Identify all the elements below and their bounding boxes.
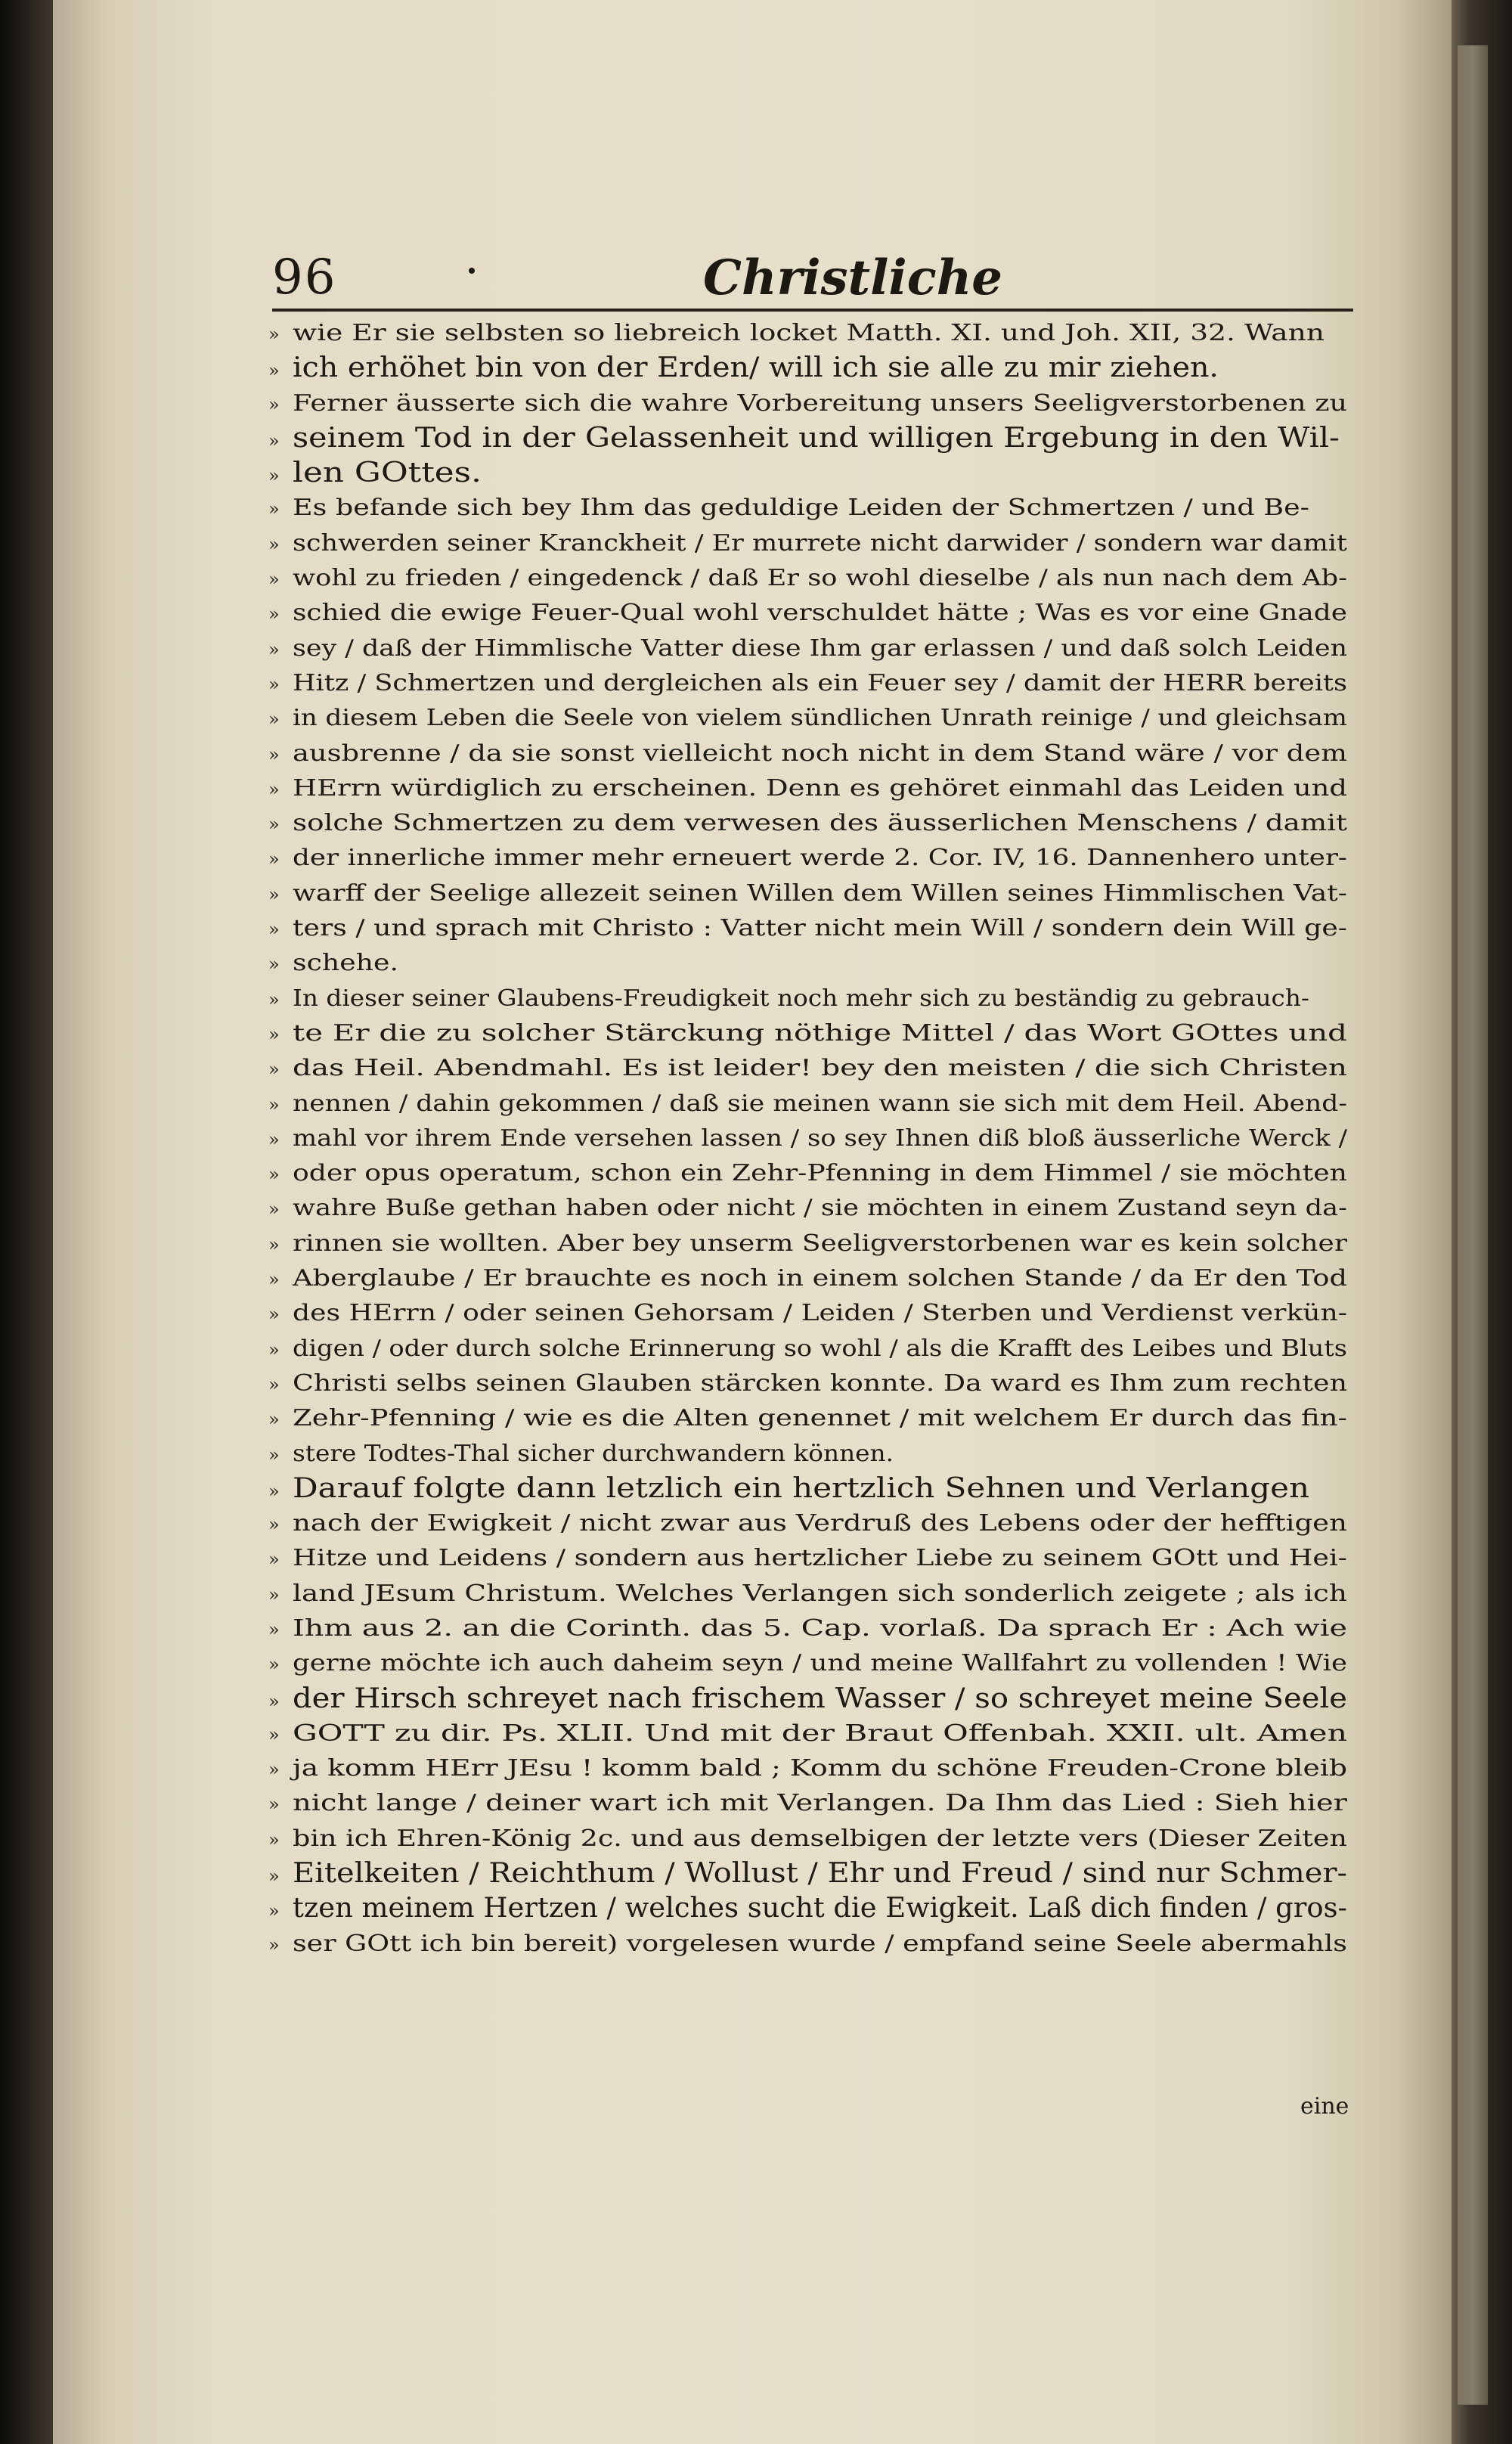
text-line [268, 911, 1357, 946]
quote-mark: » [268, 1654, 280, 1676]
line-text: der innerliche immer mehr erneuert werde 2. Cor. IV, 16. Dannenhero unter- [293, 845, 1347, 872]
line-text: digen / oder durch solche Erinnerung so wohl / als die Krafft des Leibes und Bluts [293, 1335, 1347, 1362]
facing-page-edge [1458, 45, 1488, 2405]
quote-mark: » [268, 1444, 280, 1465]
quote-mark: » [268, 848, 280, 870]
line-text: GOTT zu dir. Ps. XLII. Und mit der Braut Offenbah. XXII. ult. Amen [293, 1720, 1347, 1747]
quote-mark: » [268, 1723, 280, 1745]
line-text: Ihm aus 2. an die Corinth. das 5. Cap. vorlaß. Da sprach Er : Ach wie [293, 1614, 1347, 1642]
quote-mark: » [268, 1409, 280, 1431]
text-line [268, 1577, 1357, 1611]
text-line [268, 1296, 1357, 1331]
header-rule [272, 309, 1353, 312]
line-text: Zehr-Pfenning / wie es die Alten genennet / mit welchem Er durch das fin- [293, 1405, 1347, 1432]
quote-mark: » [268, 1199, 280, 1220]
body-text [268, 316, 1357, 1962]
line-text: stere Todtes-Thal sicher durchwandern können. [293, 1440, 894, 1467]
quote-mark: » [268, 1690, 280, 1712]
line-text: Ferner äusserte sich die wahre Vorbereitung unsers Seeligverstorbenen zu [293, 389, 1347, 417]
quote-mark: » [268, 778, 280, 800]
text-line [268, 1261, 1357, 1296]
quote-mark: » [268, 743, 280, 765]
page-number: 96 [272, 250, 337, 306]
quote-mark: » [268, 1164, 280, 1186]
line-text: te Er die zu solcher Stärckung nöthige Mittel / das Wort GOttes und [293, 1019, 1347, 1047]
line-text: warff der Seelige allezeit seinen Willen dem Willen seines Himmlischen Vat- [293, 879, 1347, 907]
quote-mark: » [268, 1549, 280, 1571]
line-text: schehe. [293, 950, 398, 977]
running-head: Christliche [703, 250, 1002, 306]
text-line [268, 351, 1357, 386]
quote-mark: » [268, 1023, 280, 1045]
quote-mark: » [268, 709, 280, 730]
text-line [268, 1751, 1357, 1786]
quote-mark: » [268, 1618, 280, 1640]
line-text: ausbrenne / da sie sonst vielleicht noch nicht in dem Stand wäre / vor dem [293, 740, 1347, 767]
line-text: ser GOtt ich bin bereit) vorgelesen wurde / empfand seine Seele abermahls [293, 1930, 1347, 1957]
line-text: Christi selbs seinen Glauben stärcken konnte. Da ward es Ihm zum rechten [293, 1369, 1347, 1397]
line-text: nach der Ewigkeit / nicht zwar aus Verdruß des Lebens oder der hefftigen [293, 1510, 1347, 1537]
quote-mark: » [268, 1934, 280, 1956]
line-text: mahl vor ihrem Ende versehen lassen / so sey Ihnen diß bloß äusserliche Werck / [293, 1124, 1347, 1152]
header-dot [469, 268, 475, 274]
line-text: der Hirsch schreyet nach frischem Wasser / so schreyet meine Seele [293, 1683, 1347, 1714]
line-text: land JEsum Christum. Welches Verlangen sich sonderlich zeigete ; als ich [293, 1580, 1347, 1607]
quote-mark: » [268, 638, 280, 660]
text-line [268, 1051, 1357, 1086]
quote-mark: » [268, 1128, 280, 1150]
text-line [268, 1786, 1357, 1821]
line-text: HErrn würdiglich zu erscheinen. Denn es gehöret einmahl das Leiden und [293, 774, 1347, 802]
text-line [268, 596, 1357, 631]
quote-mark: » [268, 430, 280, 451]
text-line [268, 456, 1357, 491]
text-line [268, 1156, 1357, 1191]
text-line [268, 561, 1357, 596]
text-line [268, 1366, 1357, 1401]
text-line [268, 946, 1357, 981]
line-text: In dieser seiner Glaubens-Freudigkeit noch mehr sich zu beständig zu gebrauch- [293, 985, 1309, 1012]
quote-mark: » [268, 673, 280, 695]
quote-mark: » [268, 533, 280, 555]
text-line [268, 1611, 1357, 1646]
quote-mark: » [268, 465, 280, 487]
line-text: schwerden seiner Kranckheit / Er murrete nicht darwider / sondern war damit [293, 529, 1347, 557]
line-text: Aberglaube / Er brauchte es noch in einem solchen Stande / da Er den Tod [293, 1265, 1347, 1292]
line-text: ters / und sprach mit Christo : Vatter nicht mein Will / sondern dein Will ge- [293, 915, 1347, 942]
line-text: seinem Tod in der Gelassenheit und willigen Ergebung in den Wil- [293, 422, 1340, 454]
text-line [268, 1332, 1357, 1366]
quote-mark: » [268, 1269, 280, 1291]
text-line [268, 1401, 1357, 1436]
quote-mark: » [268, 603, 280, 625]
line-text: ja komm HErr JEsu ! komm bald ; Komm du schöne Freuden-Crone bleib [293, 1755, 1347, 1782]
line-text: nennen / dahin gekommen / daß sie meinen wann sie sich mit dem Heil. Abend- [293, 1090, 1347, 1117]
text-line [268, 1717, 1357, 1751]
text-line [268, 1822, 1357, 1856]
book-left-edge [0, 0, 53, 2444]
quote-mark: » [268, 1304, 280, 1326]
text-line [268, 841, 1357, 876]
line-text: sey / daß der Himmlische Vatter diese Ihm gar erlassen / und daß solch Leiden [293, 634, 1347, 662]
quote-mark: » [268, 393, 280, 415]
quote-mark: » [268, 1794, 280, 1816]
line-text: ich erhöhet bin von der Erden/ will ich sie alle zu mir ziehen. [293, 352, 1219, 384]
line-text: gerne möchte ich auch daheim seyn / und meine Wallfahrt zu vollenden ! Wie [293, 1650, 1347, 1677]
quote-mark: » [268, 1373, 280, 1395]
line-text: wie Er sie selbsten so liebreich locket Matth. XI. und Joh. XII, 32. Wann [293, 320, 1325, 346]
text-line [268, 1437, 1357, 1472]
text-line [268, 982, 1357, 1016]
line-text: wohl zu frieden / eingedenck / daß Er so wohl dieselbe / als nun nach dem Ab- [293, 565, 1347, 592]
line-text: in diesem Leben die Seele von vielem sündlichen Unrath reinige / und gleichsam [293, 705, 1347, 732]
line-text: wahre Buße gethan haben oder nicht / sie möchten in einem Zustand seyn da- [293, 1195, 1347, 1222]
quote-mark: » [268, 883, 280, 905]
text-line [268, 1016, 1357, 1051]
quote-mark: » [268, 1514, 280, 1536]
line-text: des HErrn / oder seinen Gehorsam / Leiden / Sterben und Verdienst verkün- [293, 1300, 1347, 1327]
line-text: Es befande sich bey Ihm das geduldige Leiden der Schmertzen / und Be- [293, 495, 1309, 522]
quote-mark: » [268, 569, 280, 591]
quote-mark: » [268, 1759, 280, 1781]
quote-mark: » [268, 1900, 280, 1922]
text-line [268, 876, 1357, 911]
line-text: nicht lange / deiner wart ich mit Verlangen. Da Ihm das Lied : Sieh hier [293, 1790, 1347, 1817]
text-line [268, 386, 1357, 421]
text-line [268, 1506, 1357, 1541]
quote-mark: » [268, 1866, 280, 1887]
text-line [268, 1472, 1357, 1506]
quote-mark: » [268, 919, 280, 941]
text-line [268, 666, 1357, 701]
text-line [268, 1541, 1357, 1576]
text-line [268, 1682, 1357, 1717]
text-line [268, 1191, 1357, 1226]
text-line [268, 1087, 1357, 1121]
text-line [268, 737, 1357, 771]
quote-mark: » [268, 498, 280, 520]
quote-mark: » [268, 360, 280, 382]
catchword: eine [1300, 2093, 1349, 2120]
text-line [268, 806, 1357, 841]
line-text: tzen meinem Hertzen / welches sucht die Ewigkeit. Laß dich finden / gros- [293, 1893, 1347, 1924]
text-line [268, 1891, 1357, 1926]
quote-mark: » [268, 814, 280, 836]
line-text: schied die ewige Feuer-Qual wohl verschuldet hätte ; Was es vor eine Gnade [293, 600, 1347, 627]
quote-mark: » [268, 324, 280, 345]
text-line [268, 1646, 1357, 1681]
text-line [268, 1121, 1357, 1156]
quote-mark: » [268, 1828, 280, 1850]
line-text: Darauf folgte dann letzlich ein hertzlich Sehnen und Verlangen [293, 1472, 1309, 1504]
quote-mark: » [268, 1093, 280, 1115]
text-line [268, 316, 1357, 351]
line-text: Eitelkeiten / Reichthum / Wollust / Ehr und Freud / sind nur Schmer- [293, 1858, 1348, 1890]
text-line [268, 1227, 1357, 1261]
line-text: bin ich Ehren-König 2c. und aus demselbigen der letzte vers (Dieser Zeiten [293, 1825, 1347, 1852]
text-line [268, 771, 1357, 806]
quote-mark: » [268, 1059, 280, 1081]
line-text: Hitz / Schmertzen und dergleichen als ein Feuer sey / damit der HERR bereits [293, 669, 1347, 696]
text-line [268, 526, 1357, 561]
text-line [268, 421, 1357, 456]
line-text: das Heil. Abendmahl. Es ist leider! bey den meisten / die sich Christen [293, 1055, 1347, 1082]
quote-mark: » [268, 1480, 280, 1502]
quote-mark: » [268, 954, 280, 975]
line-text: len GOttes. [293, 457, 482, 489]
text-line [268, 701, 1357, 736]
text-line [268, 1856, 1357, 1891]
text-line [268, 1927, 1357, 1962]
line-text: oder opus operatum, schon ein Zehr-Pfenning in dem Himmel / sie möchten [293, 1160, 1348, 1187]
quote-mark: » [268, 988, 280, 1010]
text-line [268, 491, 1357, 526]
quote-mark: » [268, 1583, 280, 1605]
quote-mark: » [268, 1338, 280, 1360]
line-text: rinnen sie wollten. Aber bey unserm Seeligverstorbenen war es kein solcher [293, 1230, 1347, 1257]
text-line [268, 631, 1357, 666]
quote-mark: » [268, 1233, 280, 1255]
page-header [272, 250, 1353, 310]
line-text: solche Schmertzen zu dem verwesen des äusserlichen Menschens / damit [293, 810, 1347, 837]
line-text: Hitze und Leidens / sondern aus hertzlicher Liebe zu seinem GOtt und Hei- [293, 1545, 1347, 1572]
